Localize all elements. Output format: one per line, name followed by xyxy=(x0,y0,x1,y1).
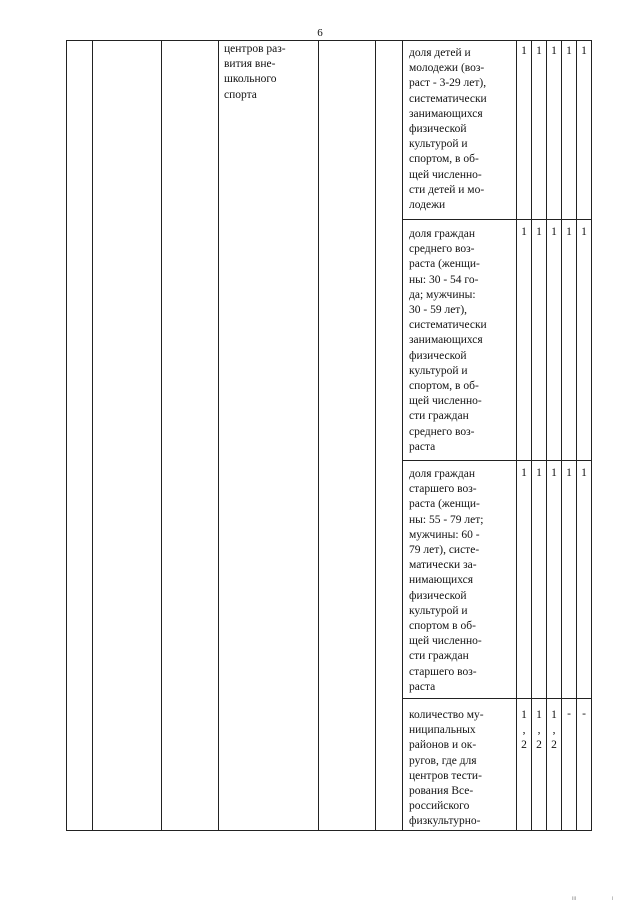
value-cell: 1 xyxy=(581,226,587,238)
value-cell: 1 , 2 xyxy=(551,709,557,751)
value-cell: 1 , 2 xyxy=(536,709,542,751)
column-line xyxy=(561,40,562,830)
value-cell: 1 xyxy=(581,45,587,57)
column-line xyxy=(576,40,577,830)
column-line xyxy=(402,40,403,830)
indicator-text: доля детей и молодежи (воз- раст - 3-29 лет), систематически занимающихся физической культурой и спортом, в об- щей численно- сти детей и мо- лодежи xyxy=(409,47,487,212)
value-cell: 1 xyxy=(581,467,587,479)
value-cell: 1 xyxy=(551,226,557,238)
value-cell: 1 , 2 xyxy=(521,709,527,751)
value-cell: 1 xyxy=(566,467,572,479)
column-line xyxy=(546,40,547,830)
value-cell: 1 xyxy=(521,467,527,479)
value-cell: 1 xyxy=(521,226,527,238)
column-line xyxy=(161,40,162,830)
indicator-text: доля граждан старшего воз- раста (женщи- ны: 55 - 79 лет; мужчины: 60 - 79 лет), систе- матически за- нимающихся физической культурой и спортом в об- щей численно- сти граждан старшего воз- раста xyxy=(409,468,484,693)
row-separator xyxy=(402,460,592,461)
column-line xyxy=(66,40,67,830)
value-cell: - xyxy=(567,708,571,720)
indicator-text: доля граждан среднего воз- раста (женщи- ны: 30 - 54 го- да; мужчины: 30 - 59 лет), систематически занимающихся физической культурой и спортом, в об- щей численно- сти граждан среднего воз- раста xyxy=(409,228,487,453)
column-line xyxy=(375,40,376,830)
row-separator xyxy=(402,219,592,220)
table xyxy=(0,40,640,831)
column-line xyxy=(92,40,93,830)
column-line xyxy=(318,40,319,830)
page-number: 6 xyxy=(317,27,323,39)
value-cell: 1 xyxy=(551,45,557,57)
event-description-cell: центров раз- вития вне- школьного спорта xyxy=(224,43,286,101)
value-cell: 1 xyxy=(566,226,572,238)
value-cell: 1 xyxy=(536,226,542,238)
indicator-text: количество му- ниципальных районов и ок- ругов, где для центров тести- рования Все- российского физкультурно- xyxy=(409,709,484,828)
value-cell: 1 xyxy=(536,45,542,57)
column-line xyxy=(516,40,517,830)
column-line xyxy=(218,40,219,830)
value-cell: 1 xyxy=(551,467,557,479)
footer-mark: ііі xyxy=(572,896,577,902)
column-line xyxy=(531,40,532,830)
value-cell: - xyxy=(582,708,586,720)
row-separator xyxy=(402,698,592,699)
table-bottom-border xyxy=(66,830,592,831)
value-cell: 1 xyxy=(521,45,527,57)
value-cell: 1 xyxy=(566,45,572,57)
footer-mark: і xyxy=(612,896,614,902)
table-top-border xyxy=(66,40,592,41)
value-cell: 1 xyxy=(536,467,542,479)
column-line xyxy=(591,40,592,830)
